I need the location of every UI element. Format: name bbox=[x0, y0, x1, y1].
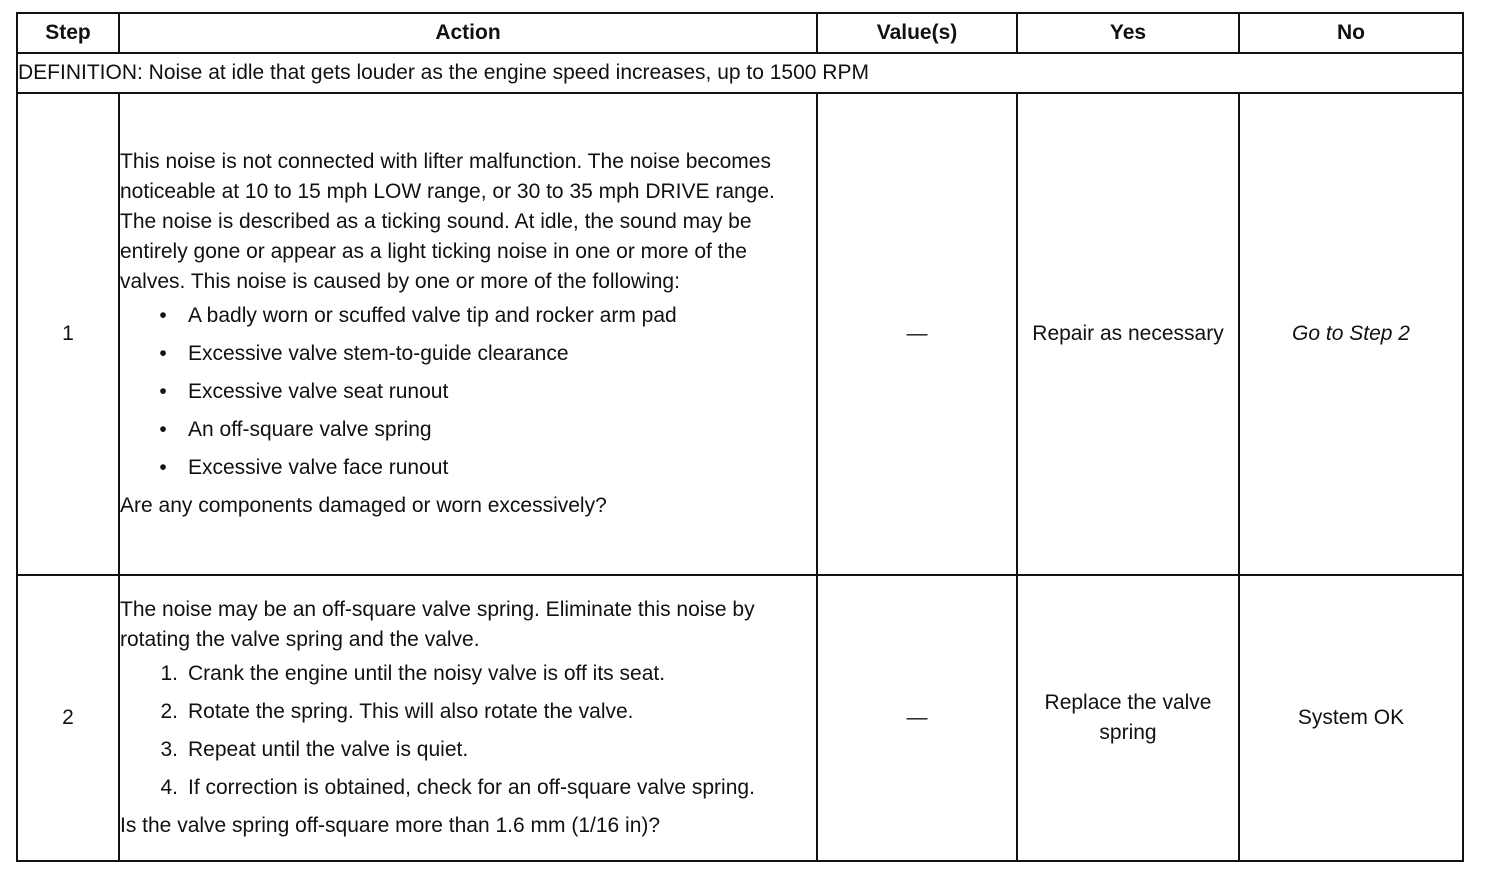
header-row bbox=[17, 13, 1463, 53]
header-no: No bbox=[1239, 13, 1463, 53]
list-item bbox=[120, 301, 816, 331]
list-item bbox=[120, 415, 816, 445]
bullet-icon: • bbox=[159, 304, 167, 327]
header-values: Value(s) bbox=[817, 13, 1017, 53]
diagnostic-table-container bbox=[16, 12, 1464, 862]
header-yes: Yes bbox=[1017, 13, 1239, 53]
item-number: 4. bbox=[160, 776, 178, 799]
value-cell: — bbox=[817, 93, 1017, 575]
step-number: 1 bbox=[17, 93, 119, 575]
definition-row bbox=[17, 53, 1463, 93]
list-item-text: If correction is obtained, check for an off-square valve spring. bbox=[188, 776, 755, 799]
action-cell bbox=[119, 575, 817, 861]
list-item-text: Repeat until the valve is quiet. bbox=[188, 738, 469, 761]
yes-cell: Replace the valve spring bbox=[1017, 575, 1239, 861]
list-item bbox=[120, 659, 816, 689]
item-number: 2. bbox=[160, 700, 178, 723]
step-number: 2 bbox=[17, 575, 119, 861]
list-item-text: A badly worn or scuffed valve tip and rocker arm pad bbox=[188, 304, 677, 327]
cause-list bbox=[120, 301, 816, 483]
action-intro: The noise may be an off-square valve spring. Eliminate this noise by rotating the valve spring and the valve. bbox=[120, 598, 755, 651]
action-cell bbox=[119, 93, 817, 575]
list-item bbox=[120, 339, 816, 369]
list-item bbox=[120, 697, 816, 727]
no-cell: Go to Step 2 bbox=[1239, 93, 1463, 575]
procedure-list bbox=[120, 659, 816, 803]
item-number: 3. bbox=[160, 738, 178, 761]
value-cell: — bbox=[817, 575, 1017, 861]
yes-cell: Repair as necessary bbox=[1017, 93, 1239, 575]
list-item bbox=[120, 453, 816, 483]
table-row-step-1 bbox=[17, 93, 1463, 575]
item-number: 1. bbox=[160, 662, 178, 685]
list-item bbox=[120, 377, 816, 407]
no-cell: System OK bbox=[1239, 575, 1463, 861]
header-step: Step bbox=[17, 13, 119, 53]
bullet-icon: • bbox=[159, 342, 167, 365]
list-item-text: Rotate the spring. This will also rotate the valve. bbox=[188, 700, 634, 723]
list-item bbox=[120, 773, 816, 803]
list-item-text: An off-square valve spring bbox=[188, 418, 432, 441]
table-row-step-2 bbox=[17, 575, 1463, 861]
action-intro: This noise is not connected with lifter malfunction. The noise becomes noticeable at 10 to 15 mph LOW range, or 30 to 35 mph DRIVE range. The noise is described as a ticking sound. At idle, the sound may be entirely gone or appear as a light ticking noise in one or more of the valves. This noise is caused by one or more of the following: bbox=[120, 150, 775, 293]
list-item bbox=[120, 735, 816, 765]
bullet-icon: • bbox=[159, 456, 167, 479]
bullet-icon: • bbox=[159, 380, 167, 403]
list-item-text: Excessive valve stem-to-guide clearance bbox=[188, 342, 569, 365]
header-action: Action bbox=[119, 13, 817, 53]
definition-text: DEFINITION: Noise at idle that gets louder as the engine speed increases, up to 1500 RPM bbox=[17, 53, 1463, 93]
bullet-icon: • bbox=[159, 418, 167, 441]
list-item-text: Excessive valve face runout bbox=[188, 456, 449, 479]
list-item-text: Excessive valve seat runout bbox=[188, 380, 449, 403]
action-question: Is the valve spring off-square more than 1.6 mm (1/16 in)? bbox=[120, 814, 661, 837]
diagnostic-table bbox=[16, 12, 1464, 862]
action-question: Are any components damaged or worn excessively? bbox=[120, 494, 607, 517]
list-item-text: Crank the engine until the noisy valve is off its seat. bbox=[188, 662, 666, 685]
